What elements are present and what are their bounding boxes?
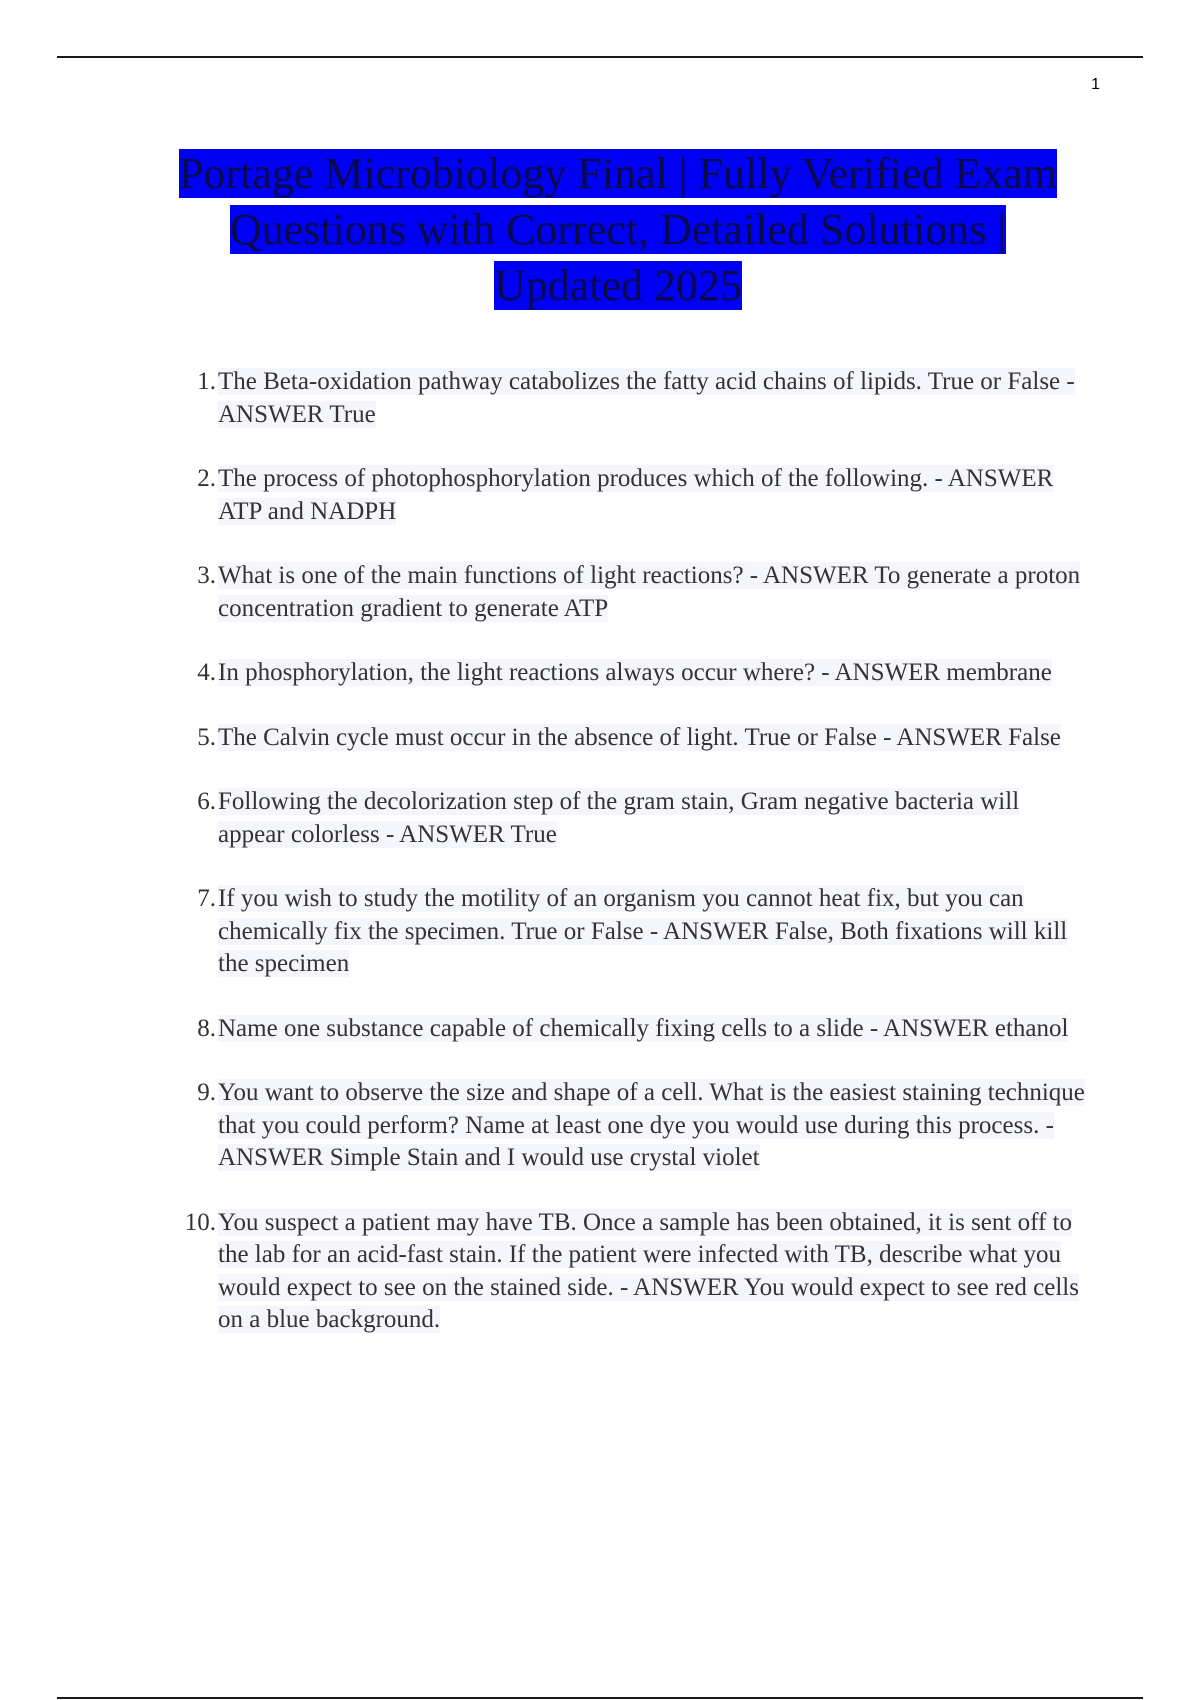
question-text: Following the decolorization step of the gram stain, Gram negative bacteria will appear colorless - ANSWER True	[218, 788, 1020, 848]
question-text: The process of photophosphorylation produces which of the following. - ANSWER ATP and NADPH	[218, 465, 1054, 525]
question-text: The Calvin cycle must occur in the absence of light. True or False - ANSWER False	[218, 723, 1061, 751]
question-text: If you wish to study the motility of an organism you cannot heat fix, but you can chemically fix the specimen. True or False - ANSWER False, Both fixations will kill the specimen	[218, 885, 1068, 977]
question-number: 8.	[197, 1014, 216, 1042]
question-text: What is one of the main functions of light reactions? - ANSWER To generate a proton concentration gradient to generate ATP	[218, 562, 1081, 622]
document-title	[150, 146, 1086, 314]
question-text: You want to observe the size and shape of a cell. What is the easiest staining technique that you could perform? Name at least one dye you would use during this process. - ANSWER Simple Stain and I would use crystal violet	[218, 1079, 1085, 1171]
question-item	[170, 1207, 1090, 1337]
question-item	[170, 1077, 1090, 1175]
title-block	[150, 146, 1086, 314]
question-item	[170, 722, 1090, 755]
question-number: 10.	[184, 1208, 216, 1236]
question-number: 9.	[197, 1079, 216, 1106]
question-text: In phosphorylation, the light reactions always occur where? - ANSWER membrane	[218, 659, 1052, 686]
question-text: You suspect a patient may have TB. Once a sample has been obtained, it is sent off to the lab for an acid-fast stain. If the patient were infected with TB, describe what you would expect to see on the stained side. - ANSWER You would expect to see red cells on a blue background.	[218, 1208, 1079, 1333]
question-item	[170, 786, 1090, 851]
question-item	[170, 657, 1090, 690]
question-number: 5.	[197, 723, 216, 751]
page-number: 1	[1091, 76, 1100, 93]
question-item	[170, 560, 1090, 625]
question-number: 2.	[197, 465, 216, 492]
question-number: 6.	[197, 788, 216, 815]
question-list	[170, 366, 1090, 1369]
question-item	[170, 366, 1090, 431]
question-number: 1.	[197, 368, 216, 395]
question-item	[170, 463, 1090, 528]
document-title-text: Portage Microbiology Final | Fully Verified Exam Questions with Correct, Detailed Solutions | Updated 2025	[178, 149, 1058, 310]
footer-rule	[57, 1697, 1143, 1699]
header-rule	[57, 56, 1143, 58]
question-number: 4.	[197, 659, 216, 686]
question-text: The Beta-oxidation pathway catabolizes the fatty acid chains of lipids. True or False - ANSWER True	[218, 368, 1075, 428]
question-item	[170, 883, 1090, 981]
question-text: Name one substance capable of chemically fixing cells to a slide - ANSWER ethanol	[218, 1014, 1069, 1042]
question-number: 3.	[197, 562, 216, 589]
question-number: 7.	[197, 885, 216, 912]
question-item	[170, 1013, 1090, 1046]
